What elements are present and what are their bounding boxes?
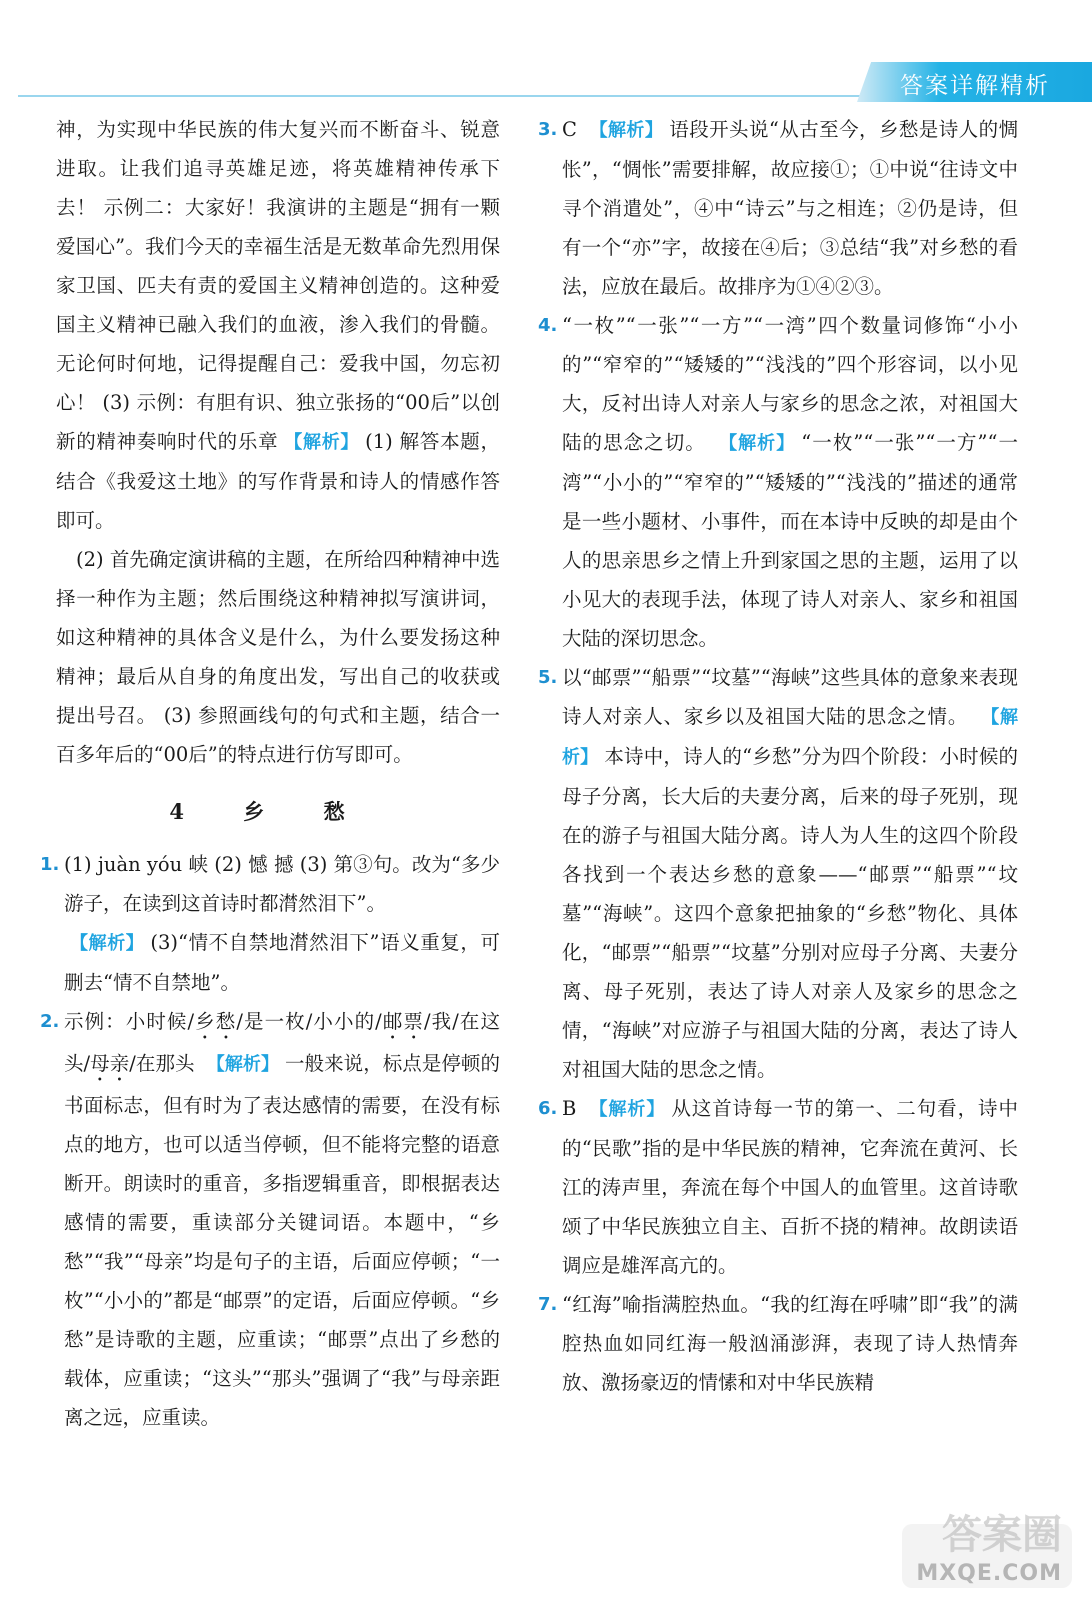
analysis-tag: 【解析】 — [719, 433, 796, 454]
question-number: 2. — [40, 1011, 60, 1032]
question-number: 4. — [538, 315, 558, 336]
analysis-tag: 【解析】 — [589, 120, 664, 141]
stressed-word: 乡愁 — [194, 1010, 237, 1033]
stressed-word: 邮票 — [381, 1010, 424, 1033]
section-title: 4 乡 愁 — [169, 799, 371, 824]
answer-letter: B — [562, 1097, 577, 1120]
question-6: 6. B 【解析】 从这首诗每一节的第一、二句看，诗中的“民歌”指的是中华民族的精神，它奔流在黄河、长江的涛声里，奔流在每个中国人的血管里。这首诗歌颂了中华民族独立自主、百折不挠的精神。故朗读语调应是雄浑高亢的。 — [538, 1089, 1018, 1285]
analysis-tag: 【解析】 — [70, 933, 145, 954]
stressed-word: 母亲 — [90, 1052, 130, 1075]
question-1: 1. (1) juàn yóu 峡 (2) 憾 撼 (3) 第③句。改为“多少游子，在读到这首诗时都潸然泪下”。 【解析】 (3)“情不自禁地潸然泪下”语义重复，可删去“情不自禁地”。 — [40, 845, 500, 1002]
question-number: 5. — [538, 667, 558, 688]
question-5: 5. 以“邮票”“船票”“坟墓”“海峡”这些具体的意象来表现诗人对亲人、家乡以及祖国大陆的思念之情。 【解析】 本诗中，诗人的“乡愁”分为四个阶段：小时候的母子分离，长大后的夫妻分离，后来的母子死别，现在的游子与祖国大陆分离。诗人为人生的这四个阶段各找到一个表达乡愁的意象——“邮票”“船票”“坟墓”“海峡”。这四个意象把抽象的“乡愁”物化、具体化，“邮票”“船票”“坟墓”分别对应母子分离、夫妻分离、母子死别，表达了诗人对亲人及家乡的思念之情，“海峡”对应游子与祖国大陆的分离，表达了诗人对祖国大陆的思念之情。 — [538, 658, 1018, 1089]
question-number: 6. — [538, 1098, 558, 1119]
analysis-paragraph: (2) 首先确定演讲稿的主题，在所给四种精神中选择一种作为主题；然后围绕这种精神拟写演讲词，如这种精神的具体含义是什么，为什么要发扬这种精神；最后从自身的角度出发，写出自己的收获或提出号召。 (3) 参照画线句的句式和主题，结合一百多年后的“00后”的特点进行仿写即可。 — [56, 548, 500, 766]
analysis-tag: 【解析】 — [589, 1099, 666, 1120]
question-7: 7. “红海”喻指满腔热血。“我的红海在呼啸”即“我”的满腔热血如同红海一般汹涌澎湃，表现了诗人热情奔放、激扬豪迈的情愫和对中华民族精 — [538, 1285, 1018, 1402]
right-column — [538, 110, 1018, 1402]
analysis-tag: 【解析】 — [206, 1054, 279, 1075]
question-number: 1. — [40, 854, 60, 875]
watermark-url: MXQE.COM — [916, 1561, 1062, 1586]
question-number: 3. — [538, 119, 558, 140]
answer-letter: C — [562, 118, 577, 141]
question-number: 7. — [538, 1294, 558, 1315]
analysis-tag: 【解析】 — [562, 707, 1018, 768]
continued-answer: 神，为实现中华民族的伟大复兴而不断奋斗、锐意进取。让我们追寻英雄足迹，将英雄精神传承下去！ 示例二：大家好！我演讲的主题是“拥有一颗爱国心”。我们今天的幸福生活是无数革命先烈用保家卫国、匹夫有责的爱国主义精神创造的。这种爱国主义精神已融入我们的血液，渗入我们的骨髓。无论何时何地，记得提醒自己：爱我中国，勿忘初心！ (3) 示例：有胆有识、独立张扬的“00后”以创新的精神奏响时代的乐章 【解析】 (1) 解答本题，结合《我爱这土地》的写作背景和诗人的情感作答即可。 — [56, 118, 501, 532]
question-2: 2. 示例：小时候/乡愁/是一枚/小小的/邮票/我/在这头/母亲/在那头 【解析】 一般来说，标点是停顿的书面标志，但有时为了表达感情的需要，在没有标点的地方，也可以适当停顿，但不能将完整的语意断开。朗读时的重音，多指逻辑重音，即根据表达感情的需要，重读部分关键词语。本题中，“乡愁”“我”“母亲”均是句子的主语，后面应停顿；“一枚”“小小的”都是“邮票”的定语，后面应停顿。“乡愁”是诗歌的主题，应重读；“邮票”点出了乡愁的载体，应重读；“这头”“那头”强调了“我”与母亲距离之远，应重读。 — [40, 1002, 500, 1437]
left-column — [40, 110, 500, 1437]
header-title: 答案详解精析 — [900, 73, 1050, 99]
watermark-logo-text: 答案圈 — [942, 1512, 1062, 1558]
question-3: 3. C 【解析】 语段开头说“从古至今，乡愁是诗人的惆怅”，“惆怅”需要排解，故应接①；①中说“往诗文中寻个消遣处”，④中“诗云”与之相连；②仍是诗，但有一个“亦”字，故接在④后；③总结“我”对乡愁的看法，应放在最后。故排序为①④②③。 — [538, 110, 1018, 306]
question-4: 4. “一枚”“一张”“一方”“一湾”四个数量词修饰“小小的”“窄窄的”“矮矮的”“浅浅的”四个形容词，以小见大，反衬出诗人对亲人与家乡的思念之浓，对祖国大陆的思念之切。 【解析】 “一枚”“一张”“一方”“一湾”“小小的”“窄窄的”“矮矮的”“浅浅的”描述的通常是一些小题材、小事件，而在本诗中反映的却是由个人的思亲思乡之情上升到家国之思的主题，运用了以小见大的表现手法，体现了诗人对亲人、家乡和祖国大陆的深切思念。 — [538, 306, 1018, 658]
analysis-tag: 【解析】 — [284, 432, 360, 453]
